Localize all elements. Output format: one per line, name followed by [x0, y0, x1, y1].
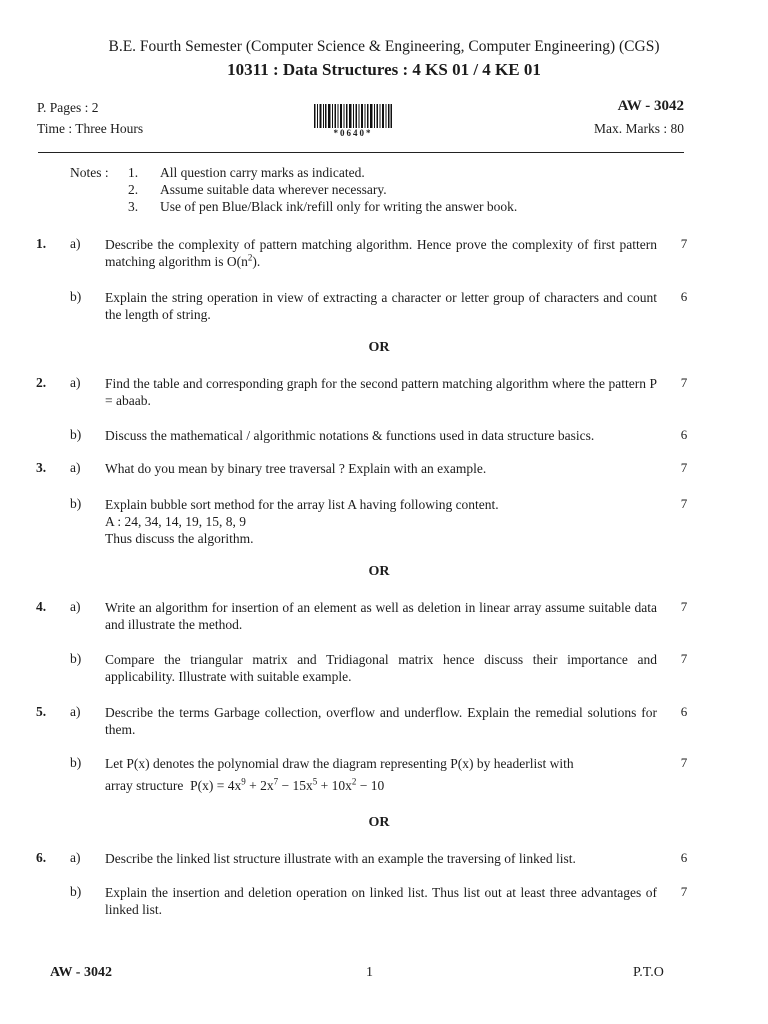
note-text: Use of pen Blue/Black ink/refill only for writing the answer book. [160, 199, 518, 214]
question-text: Discuss the mathematical / algorithmic notations & functions used in data structure basics. [105, 428, 595, 443]
exam-duration: Time : Three Hours [37, 121, 144, 136]
or-separator: OR [368, 340, 390, 355]
question-number: 5. [36, 704, 47, 719]
or-separator: OR [368, 815, 390, 830]
question-marks: 7 [680, 599, 688, 614]
subquestion-label: b) [70, 496, 82, 511]
question-text: What do you mean by binary tree traversal ? Explain with an example. [105, 461, 487, 476]
barcode-image [314, 104, 392, 128]
subquestion-label: b) [70, 427, 82, 442]
subquestion-label: a) [70, 375, 81, 390]
subquestion-label: b) [70, 651, 82, 666]
question-marks: 6 [680, 704, 688, 719]
question-text: Describe the linked list structure illustrate with an example the traversing of linked list. [105, 851, 576, 866]
array-content: A : 24, 34, 14, 19, 15, 8, 9 [105, 514, 247, 529]
question-text: Let P(x) denotes the polynomial draw the diagram representing P(x) by headerlist with [105, 756, 574, 771]
exam-title: B.E. Fourth Semester (Computer Science & Engineering, Computer Engineering) (CGS) [108, 38, 660, 55]
question-text: Describe the terms Garbage collection, overflow and underflow. Explain the remedial solutions for them. [105, 705, 657, 737]
question-number: 2. [36, 375, 47, 390]
note-text: Assume suitable data wherever necessary. [160, 182, 387, 197]
subquestion-label: a) [70, 236, 81, 251]
note-text: All question carry marks as indicated. [160, 165, 365, 180]
subquestion-label: a) [70, 460, 81, 475]
question-text: Explain the string operation in view of extracting a character or letter group of characters and count the length of string. [105, 290, 657, 322]
question-marks: 7 [680, 755, 688, 770]
header-divider [38, 152, 684, 153]
max-marks: Max. Marks : 80 [594, 121, 684, 136]
subquestion-label: b) [70, 884, 82, 899]
question-text: Thus discuss the algorithm. [105, 531, 254, 546]
page-count: P. Pages : 2 [37, 100, 99, 115]
polynomial-line [105, 777, 384, 794]
question-number: 1. [36, 236, 47, 251]
question-number: 4. [36, 599, 47, 614]
question-marks: 6 [680, 850, 688, 865]
question-number: 3. [36, 460, 47, 475]
note-number: 1. [128, 165, 139, 180]
barcode-number: *0640* [333, 128, 373, 138]
question-text: array structure [105, 778, 184, 793]
question-text: Explain the insertion and deletion operation on linked list. Thus list out at least three advantages of linked list. [105, 885, 657, 917]
question-marks: 7 [680, 236, 688, 251]
subject-title: 10311 : Data Structures : 4 KS 01 / 4 KE 01 [227, 60, 541, 79]
question-marks: 7 [680, 375, 688, 390]
subquestion-label: a) [70, 850, 81, 865]
question-text: Compare the triangular matrix and Tridiagonal matrix hence discuss their importance and applicability. Illustrate with suitable example. [105, 652, 657, 684]
question-number: 6. [36, 850, 47, 865]
note-number: 2. [128, 182, 139, 197]
page-turn-note: P.T.O [633, 965, 664, 980]
question-marks: 6 [680, 289, 688, 304]
question-text: Describe the complexity of pattern matching algorithm. Hence prove the complexity of first pattern matching algorithm is $O(n^2)$. [105, 237, 657, 269]
question-text: Write an algorithm for insertion of an element as well as deletion in linear array assume suitable data and illustrate the method. [105, 600, 657, 632]
question-marks: 6 [680, 427, 688, 442]
or-separator: OR [368, 564, 390, 579]
polynomial-formula: $P(x) = 4x^9 + 2x^7 - 15x^5 + 10x^2 - 10$ [190, 776, 385, 793]
subquestion-label: b) [70, 289, 82, 304]
footer-paper-code: AW - 3042 [50, 965, 112, 980]
question-marks: 7 [680, 651, 688, 666]
subquestion-label: a) [70, 599, 81, 614]
paper-code: AW - 3042 [617, 98, 684, 114]
subquestion-label: b) [70, 755, 82, 770]
page-number: 1 [366, 965, 373, 980]
notes-label: Notes : [70, 165, 109, 180]
question-marks: 7 [680, 884, 688, 899]
question-text: Explain bubble sort method for the array list A having following content. [105, 497, 499, 512]
question-marks: 7 [680, 460, 688, 475]
question-text: Find the table and corresponding graph for the second pattern matching algorithm where the pattern P = abaab. [105, 376, 657, 408]
subquestion-label: a) [70, 704, 81, 719]
note-number: 3. [128, 199, 139, 214]
question-marks: 7 [680, 496, 688, 511]
